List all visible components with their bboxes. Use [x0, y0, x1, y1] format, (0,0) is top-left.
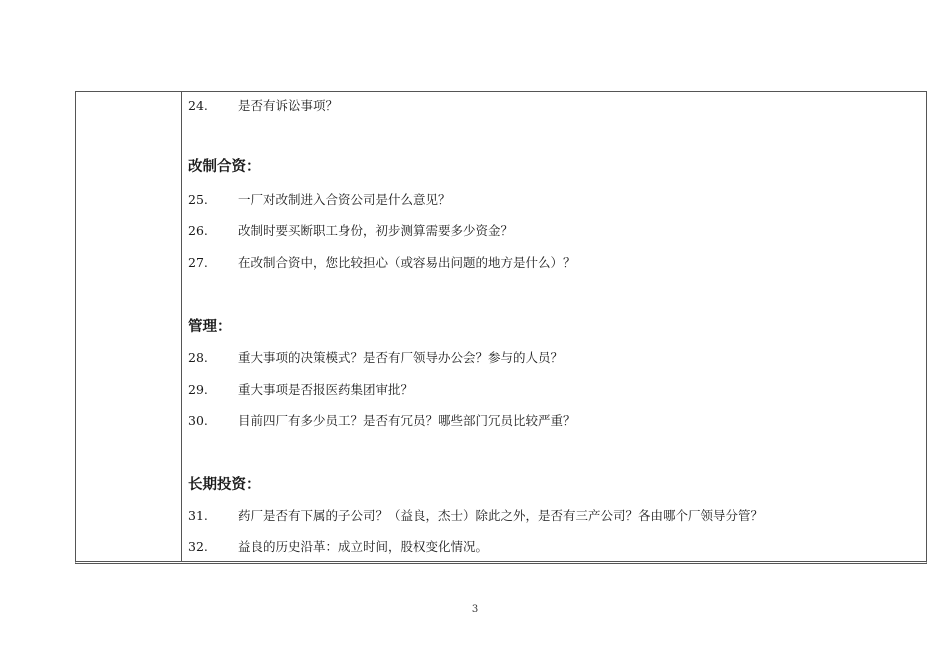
question-28: 28. 重大事项的决策模式？是否有厂领导办公会？参与的人员？: [188, 350, 564, 365]
right-column-cell: [183, 92, 926, 561]
question-24: 24. 是否有诉讼事项？: [188, 98, 339, 113]
question-31: 31. 药厂是否有下属的子公司？（益良，杰士）除此之外，是否有三产公司？各由哪个厂领导分管？: [188, 508, 764, 523]
left-column-cell: [76, 92, 182, 561]
section-title-restructuring: 改制合资：: [188, 159, 261, 175]
question-27: 27. 在改制合资中，您比较担心（或容易出问题的地方是什么）？: [188, 255, 576, 270]
section-title-management: 管理：: [188, 319, 232, 335]
question-25: 25. 一厂对改制进入合资公司是什么意见？: [188, 192, 451, 207]
question-29: 29. 重大事项是否报医药集团审批？: [188, 382, 414, 397]
question-26: 26. 改制时要买断职工身份，初步测算需要多少资金？: [188, 223, 514, 238]
section-title-long-term-investment: 长期投资：: [188, 477, 261, 493]
page-number: 3: [471, 604, 479, 615]
question-30: 30. 目前四厂有多少员工？是否有冗员？哪些部门冗员比较严重？: [188, 413, 576, 428]
question-32: 32. 益良的历史沿革：成立时间，股权变化情况。: [188, 539, 489, 554]
questionnaire-table: [75, 91, 927, 564]
